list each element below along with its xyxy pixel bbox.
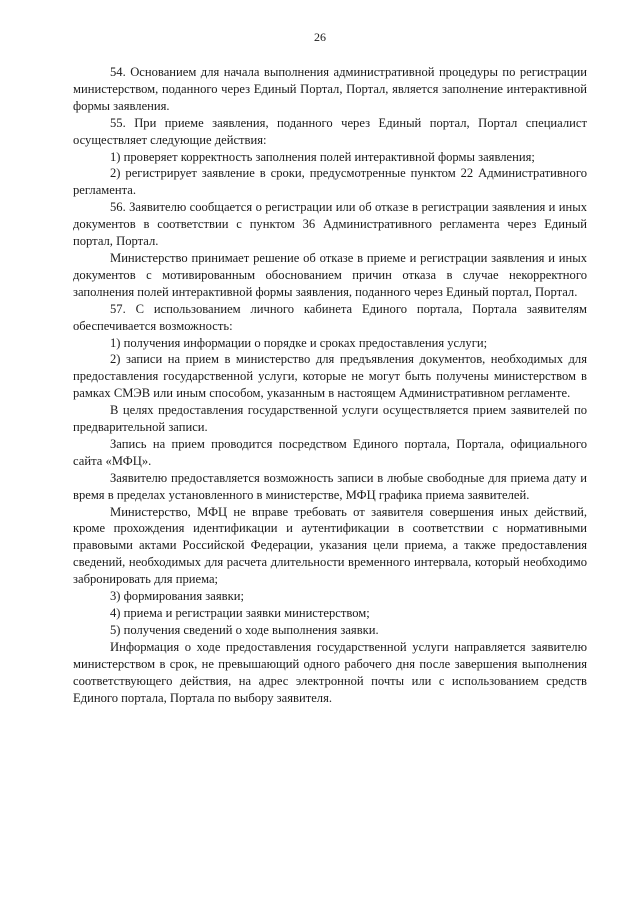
paragraph-54: 54. Основанием для начала выполнения административной процедуры по регистрации министерством, поданного через Единый Портал, Портал, является заполнение интерактивной формы заявления. [73, 65, 587, 113]
paragraph-requirements: Министерство, МФЦ не вправе требовать от заявителя совершения иных действий, кроме прохождения идентификации и аутентификации в соответствии с нормативными правовыми актами Российской Федерации, указания цели приема, а также предоставления сведений, необходимых для расчета длительности временного интервала, который необходимо забронировать для приема; [73, 504, 587, 587]
list-item-57-2: 2) записи на прием в министерство для предъявления документов, необходимых для предоставления государственной услуги, которые не могут быть получены министерством в рамках СМЭВ или иным способом, указанным в настоящем Административном регламенте. [73, 352, 587, 401]
paragraph-appointment-time: Заявителю предоставляется возможность записи в любые свободные для приема дату и время в пределах установленного в министерстве, МФЦ графика приема заявителей. [73, 470, 587, 502]
list-item-57-5: 5) получения сведений о ходе выполнения заявки. [110, 622, 379, 637]
paragraph-57: 57. С использованием личного кабинета Единого портала, Портала заявителям обеспечивается возможность: [73, 301, 587, 333]
paragraph-appointment-channels: Запись на прием проводится посредством Единого портала, Портала, официального сайта «МФЦ». [73, 436, 587, 468]
list-item-57-4: 4) приема и регистрации заявки министерством; [110, 606, 370, 620]
list-item-55-1: 1) проверяет корректность заполнения полей интерактивной формы заявления; [110, 149, 535, 164]
paragraph-56: 56. Заявителю сообщается о регистрации или об отказе в регистрации заявления и иных документов в соответствии с пунктом 36 Административного регламента через Единый портал, Портал. [73, 200, 587, 249]
paragraph-55: 55. При приеме заявления, поданного через Единый портал, Портал специалист осуществляет следующие действия: [73, 115, 587, 147]
paragraph-progress-info: Информация о ходе предоставления государственной услуги направляется заявителю министерством в срок, не превышающий одного рабочего дня после завершения выполнения соответствующего действия, на адрес электронной почты или с использованием средств Единого портала, Портала по выбору заявителя. [73, 639, 587, 705]
paragraph-appointment-purpose: В целях предоставления государственной услуги осуществляется прием заявителей по предварительной записи. [73, 403, 587, 435]
list-item-57-1: 1) получения информации о порядке и сроках предоставления услуги; [110, 335, 488, 350]
list-item-55-2: 2) регистрирует заявление в сроки, предусмотренные пунктом 22 Административного регламента. [73, 166, 587, 198]
document-body [73, 64, 587, 706]
list-item-57-3: 3) формирования заявки; [110, 589, 244, 604]
paragraph-56-refusal: Министерство принимает решение об отказе в приеме и регистрации заявления и иных документов с мотивированным обоснованием причин отказа в случае некорректного заполнения полей интерактивной формы заявления, поданного через Единый портал, Портал. [73, 250, 587, 299]
page-number: 26 [314, 30, 326, 44]
